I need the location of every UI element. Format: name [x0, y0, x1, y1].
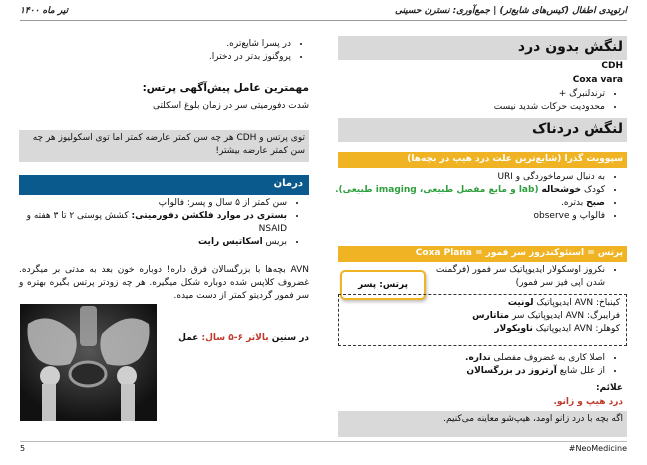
- header-date: تیر ماه ۱۴۰۰: [20, 6, 69, 16]
- age-surgery-pre: در سنین: [271, 333, 309, 343]
- pelvis-xray-image: [20, 304, 157, 421]
- treatment-bullets: [5, 197, 305, 249]
- age-surgery-red: بالاتر ۶-۵ سال:: [201, 333, 269, 343]
- perthes-arthrosis-bold: آرتروز در بزرگسالان: [466, 366, 557, 376]
- prognosis-text: شدت دفورمیتی سر در زمان بلوغ اسکلتی: [152, 101, 309, 111]
- kohler-pre: کوهلر: AVN ایدیوپاتیک: [535, 324, 620, 334]
- perthes-avn: • نکروز اوسکولار ایدیوپاتیک سر فمور (فرگمنت شدن اپی فیز سر فمور): [425, 264, 605, 290]
- synovitis-morning-bold: صبح: [586, 198, 605, 208]
- signs-note: اگه بچه با درد زانو اومد، هیپ‌شو معاینه می‌کنیم.: [338, 411, 627, 437]
- age-complication-note: توی پرتس و CDH هر چه سن کمتر عارضه کمتر اما توی اسکولیوز هر چه سن کمتر عارضه بیشتر!: [19, 130, 309, 162]
- perthes-cartilage-pre: اصلا کاری به غضروف مفصلی: [493, 353, 605, 363]
- freiberg-pre: فرایبرگ: AVN ایدیوپاتیک سر: [511, 311, 620, 321]
- kohler-line: [345, 323, 620, 336]
- synovitis-happy: [323, 184, 605, 197]
- treatment-admit-bold: بستری در موارد فلکشن دفورمیتی:: [131, 211, 287, 221]
- synovitis-morning: [323, 197, 605, 210]
- treatment-bar: درمان: [19, 175, 309, 195]
- synovitis-morning-rest: بدتره.: [560, 198, 584, 208]
- pelvis-xray-svg: [20, 304, 157, 421]
- signs-label: علائم:: [595, 383, 623, 393]
- perthes-bullets-2: [323, 352, 623, 378]
- avn-dashed-box: [338, 294, 627, 346]
- treatment-admit-rest: کشش پوستی ۲ تا ۳ هفته و NSAID: [26, 211, 287, 234]
- item-coxa-vara: Coxa vara: [572, 75, 623, 85]
- perthes-bullet-1: [425, 264, 623, 290]
- header-divider: [20, 20, 627, 21]
- kienbock-bold: لونیت: [507, 298, 534, 308]
- synovitis-happy-green: (lab و مایع مفصل طبیعی، imaging طبیعی).: [335, 185, 539, 195]
- perthes-bar: پرتس = استئوکندروز سر فمور = Coxa Plana: [338, 246, 627, 262]
- kohler-bold: ناویکولار: [494, 324, 533, 334]
- painless-bullets: [325, 88, 623, 114]
- section-title-painful: [338, 118, 627, 142]
- section-title-painless: [338, 36, 627, 60]
- left-bullet-boys: • در پسرا شایع‌تره.: [11, 38, 291, 51]
- kienbock-line: [345, 297, 620, 310]
- prognosis-title: مهمترین عامل پیش‌آگهی پرتس:: [142, 82, 309, 94]
- freiberg-line: [345, 310, 620, 323]
- section-title-painless-text: لنگش بدون درد: [517, 39, 623, 55]
- age-surgery-line: [161, 332, 309, 345]
- transient-synovitis-bar: سپوویت گذرا (شایع‌ترین علت درد هیپ در بچه‌ها): [338, 152, 627, 168]
- treatment-followup: • سن کمتر از ۵ سال و پسر: فالواپ: [5, 197, 287, 210]
- synovitis-followup: • فالواپ و observe: [323, 210, 605, 223]
- perthes-arthrosis-pre: از علل شایع: [559, 366, 605, 376]
- kienbock-pre: کینباخ: AVN ایدیوپاتیک: [536, 298, 620, 308]
- treatment-brace-bold: اسکاتیس رایت: [198, 237, 263, 247]
- synovitis-bullets: [323, 171, 623, 223]
- header-title: ارتوپدی اطفال (کیس‌های شایع‌تر) | جمع‌آوری: نسترن حسینی: [394, 6, 627, 16]
- signs-pain: درد هیپ و زانو.: [553, 397, 623, 407]
- synovitis-happy-pre: کودک: [584, 185, 605, 195]
- avn-paragraph: AVN بچه‌ها با بزرگسالان فرق داره! دوباره خون بعد به مدتی بر میگرده. غضروف کلاپس شده دوباره شکل میگیره. هر چه زودتر پرتس بگیره بهتره و سر فمور گردیتو کمتر از دست میده.: [19, 265, 309, 301]
- left-bullet-girls: • پروگنوز بدتر در دخترا.: [11, 51, 291, 64]
- bullet-rom: • محدودیت حرکات شدید نیست: [325, 101, 605, 114]
- page-number: 5: [20, 444, 26, 453]
- perthes-cartilage-bold: نداره.: [465, 353, 491, 363]
- freiberg-bold: متاتارس: [472, 311, 510, 321]
- section-title-painful-text: لنگش دردناک: [531, 121, 623, 137]
- item-cdh: CDH: [601, 61, 623, 71]
- synovitis-happy-bold: خوشحاله: [541, 185, 582, 195]
- footer-divider: [20, 441, 627, 442]
- treatment-brace-pre: بریس: [265, 237, 287, 247]
- perthes-arthrosis: [323, 365, 605, 378]
- perthes-cartilage: [323, 352, 605, 365]
- treatment-brace: [5, 236, 287, 249]
- bullet-trendelenburg: • ترندلنبرگ +: [325, 88, 605, 101]
- left-top-bullets: [11, 38, 309, 64]
- age-surgery-post: عمل: [178, 333, 199, 343]
- treatment-admit: [5, 210, 287, 236]
- perthes-callout: پرتس: پسر: [340, 270, 426, 300]
- synovitis-uri: • به دنبال سرماخوردگی و URI: [323, 171, 605, 184]
- footer-tag: #NeoMedicine: [568, 444, 627, 453]
